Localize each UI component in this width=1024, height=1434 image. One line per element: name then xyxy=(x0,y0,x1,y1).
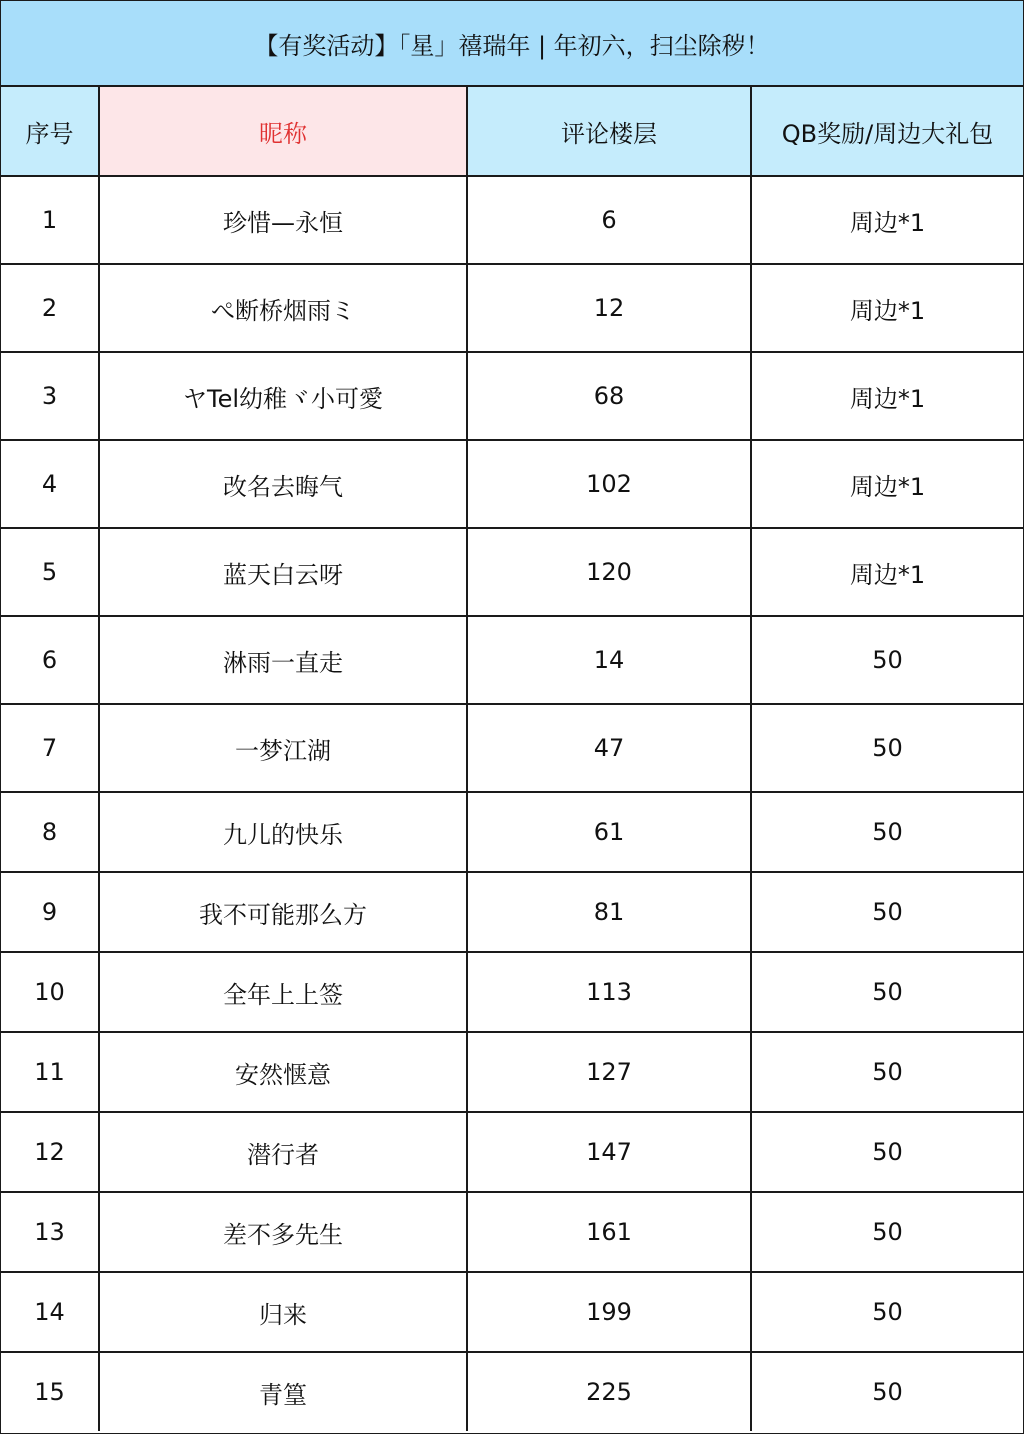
cell-index: 11 xyxy=(1,1032,99,1112)
cell-nickname: 珍惜—永恒 xyxy=(99,176,467,264)
cell-index: 1 xyxy=(1,176,99,264)
cell-floor: 61 xyxy=(467,792,751,872)
table-row xyxy=(1,352,1023,440)
cell-prize: 50 xyxy=(872,1378,903,1406)
table-row xyxy=(1,1112,1023,1192)
cell-prize: 50 xyxy=(751,1272,1023,1352)
cell-index: 5 xyxy=(1,528,99,616)
cell-floor: 102 xyxy=(467,440,751,528)
cell-prize: 周边*1 xyxy=(751,264,1023,352)
header-nickname: 昵称 xyxy=(99,87,467,176)
cell-index: 4 xyxy=(1,440,99,528)
cell-nickname: 我不可能那么方 xyxy=(99,872,467,952)
cell-floor: 120 xyxy=(467,528,751,616)
cell-floor: 147 xyxy=(467,1112,751,1192)
cell-prize: 50 xyxy=(751,1112,1023,1192)
cell-prize: 50 xyxy=(751,616,1023,704)
header-floor: 评论楼层 xyxy=(467,87,751,176)
cell-nickname: 全年上上签 xyxy=(99,952,467,1032)
cell-index: 12 xyxy=(1,1112,99,1192)
table-row xyxy=(1,1352,1023,1431)
cell-prize: 50 xyxy=(751,792,1023,872)
table-body xyxy=(1,176,1023,1431)
table-row xyxy=(1,616,1023,704)
cell-nickname: 归来 xyxy=(99,1272,467,1352)
cell-nickname: 改名去晦气 xyxy=(99,440,467,528)
cell-index: 13 xyxy=(1,1192,99,1272)
table-row xyxy=(1,872,1023,952)
table-row xyxy=(1,1192,1023,1272)
cell-floor: 12 xyxy=(467,264,751,352)
cell-floor: 68 xyxy=(467,352,751,440)
cell-index: 8 xyxy=(1,792,99,872)
cell-index: 14 xyxy=(1,1272,99,1352)
header-prize: QB奖励/周边大礼包 xyxy=(751,87,1023,176)
cell-nickname: ヤTel幼稚ヾ小可愛 xyxy=(99,352,467,440)
cell-floor: 113 xyxy=(467,952,751,1032)
header-row xyxy=(1,87,1023,176)
cell-nickname: 青篁 xyxy=(99,1352,467,1431)
cell-floor: 6 xyxy=(467,176,751,264)
cell-prize: 50 xyxy=(751,872,1023,952)
header-index: 序号 xyxy=(1,87,99,176)
cell-floor: 225 xyxy=(467,1352,751,1431)
cell-nickname: 淋雨一直走 xyxy=(99,616,467,704)
cell-nickname: 一梦江湖 xyxy=(99,704,467,792)
cell-floor: 161 xyxy=(467,1192,751,1272)
cell-nickname: 差不多先生 xyxy=(99,1192,467,1272)
cell-prize: 50 xyxy=(751,1032,1023,1112)
cell-floor: 14 xyxy=(467,616,751,704)
cell-nickname: 九儿的快乐 xyxy=(99,792,467,872)
table-row xyxy=(1,440,1023,528)
cell-prize: 周边*1 xyxy=(751,352,1023,440)
cell-nickname: 蓝天白云呀 xyxy=(99,528,467,616)
table-row xyxy=(1,952,1023,1032)
table-row xyxy=(1,528,1023,616)
cell-index: 7 xyxy=(1,704,99,792)
cell-prize: 周边*1 xyxy=(751,528,1023,616)
cell-index: 15 xyxy=(1,1352,99,1431)
sheet-title: 【有奖活动】「星」禧瑞年 | 年初六，扫尘除秽！ xyxy=(1,1,1023,87)
cell-index: 6 xyxy=(1,616,99,704)
cell-index: 10 xyxy=(1,952,99,1032)
table-row xyxy=(1,1032,1023,1112)
cell-floor: 47 xyxy=(467,704,751,792)
cell-prize: 周边*1 xyxy=(751,440,1023,528)
cell-prize: 50 xyxy=(751,952,1023,1032)
cell-prize: 50 xyxy=(751,704,1023,792)
cell-nickname: 安然惬意 xyxy=(99,1032,467,1112)
cell-index: 9 xyxy=(1,872,99,952)
cell-floor: 199 xyxy=(467,1272,751,1352)
table-row xyxy=(1,704,1023,792)
cell-index: 2 xyxy=(1,264,99,352)
cell-nickname: 潜行者 xyxy=(99,1112,467,1192)
cell-prize: 周边*1 xyxy=(751,176,1023,264)
cell-index: 3 xyxy=(1,352,99,440)
cell-floor: 81 xyxy=(467,872,751,952)
cell-nickname: ぺ断桥烟雨ミ xyxy=(99,264,467,352)
cell-prize: 50 xyxy=(751,1192,1023,1272)
table-row xyxy=(1,1272,1023,1352)
table-row xyxy=(1,792,1023,872)
winners-table xyxy=(1,87,1023,1431)
table-row xyxy=(1,264,1023,352)
cell-floor: 127 xyxy=(467,1032,751,1112)
table-row xyxy=(1,176,1023,264)
